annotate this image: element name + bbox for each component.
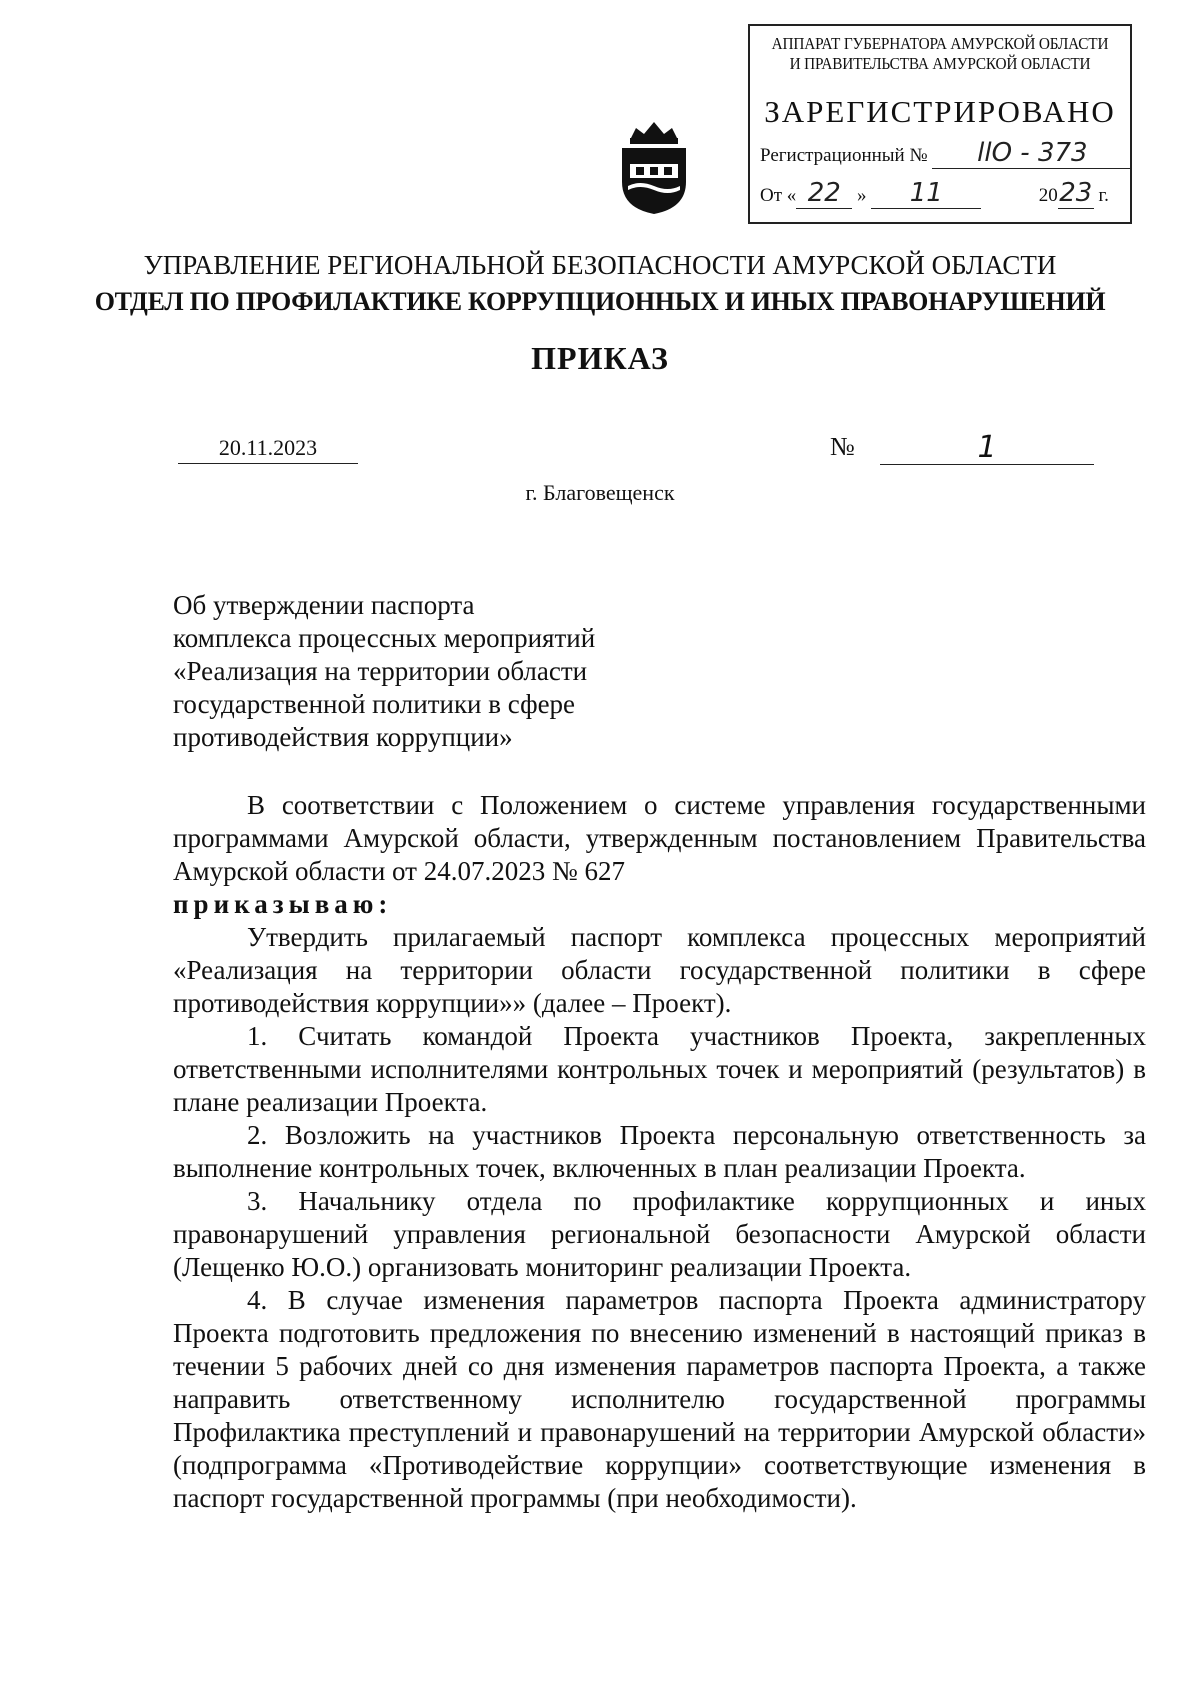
stamp-date-suffix: г.: [1098, 185, 1109, 206]
subject-line: «Реализация на территории области: [173, 656, 588, 686]
amur-oblast-coat-of-arms-icon: [616, 118, 692, 216]
stamp-year-suffix: 23: [1059, 178, 1093, 208]
order-subject: [173, 589, 693, 754]
division-name: ОТДЕЛ ПО ПРОФИЛАКТИКЕ КОРРУПЦИОННЫХ И ИНЫХ ПРАВОНАРУШЕНИЙ: [94, 287, 1106, 316]
subject-line: комплекса процессных мероприятий: [173, 623, 596, 653]
stamp-date-month: 11: [871, 178, 981, 209]
stamp-date-mid: »: [857, 185, 867, 206]
item-paragraph: 2. Возложить на участников Проекта персональную ответственность за выполнение контрольных точек, включенных в план реализации Проекта.: [173, 1120, 1146, 1183]
stamp-year-prefix: 20: [1038, 185, 1058, 206]
order-number: 1: [880, 430, 1094, 465]
stamp-reg-row: [760, 138, 1120, 169]
main-paragraph: Утвердить прилагаемый паспорт комплекса процессных мероприятий «Реализация на территории области государственной политики в сфере противодействия коррупции»» (далее – Проект).: [173, 922, 1146, 1018]
city: г. Благовещенск: [525, 480, 675, 505]
order-body: [173, 789, 1146, 1515]
stamp-reg-number: llO - 373: [932, 138, 1132, 169]
stamp-date-row: [760, 178, 1120, 209]
subject-line: государственной политики в сфере: [173, 689, 576, 719]
subject-line: противодействия коррупции»: [173, 722, 513, 752]
subject-line: Об утверждении паспорта: [173, 590, 475, 620]
document-type-title: ПРИКАЗ: [531, 340, 669, 376]
order-word: приказываю:: [173, 889, 393, 919]
stamp-reg-label: Регистрационный №: [760, 145, 928, 166]
stamp-date-day: 22: [796, 178, 852, 209]
item-paragraph: 3. Начальнику отдела по профилактике коррупционных и иных правонарушений управления региональной безопасности Амурской области (Лещенко Ю.О.) организовать мониторинг реализации Проекта.: [173, 1186, 1146, 1282]
stamp-organization: АППАРАТ ГУБЕРНАТОРА АМУРСКОЙ ОБЛАСТИ И ПРАВИТЕЛЬСТВА АМУРСКОЙ ОБЛАСТИ: [771, 34, 1109, 73]
stamp-date-prefix: От «: [760, 185, 797, 206]
preamble-paragraph: В соответствии с Положением о системе управления государственными программами Амурской области, утвержденным постановлением Правительства Амурской области от 24.07.2023 № 627: [173, 790, 1146, 886]
registration-stamp: [748, 24, 1132, 224]
item-paragraph: 1. Считать командой Проекта участников Проекта, закрепленных ответственными исполнителями контрольных точек и мероприятий (результатов) в плане реализации Проекта.: [173, 1021, 1146, 1117]
stamp-status: ЗАРЕГИСТРИРОВАНО: [764, 94, 1116, 129]
item-paragraph: 4. В случае изменения параметров паспорта Проекта администратору Проекта подготовить предложения по внесению изменений в настоящий приказ в течении 5 рабочих дней со дня изменения параметров паспорта Проекта, а также направить ответственному исполнителю государственной программы Профилактика преступлений и правонарушений на территории Амурской области» (подпрограмма «Противодействие коррупции» соответствующие изменения в паспорт государственной программы (при необходимости).: [173, 1285, 1146, 1513]
department-name: УПРАВЛЕНИЕ РЕГИОНАЛЬНОЙ БЕЗОПАСНОСТИ АМУРСКОЙ ОБЛАСТИ: [143, 250, 1057, 280]
order-date: 20.11.2023: [178, 435, 358, 464]
order-number-label: №: [830, 432, 855, 461]
